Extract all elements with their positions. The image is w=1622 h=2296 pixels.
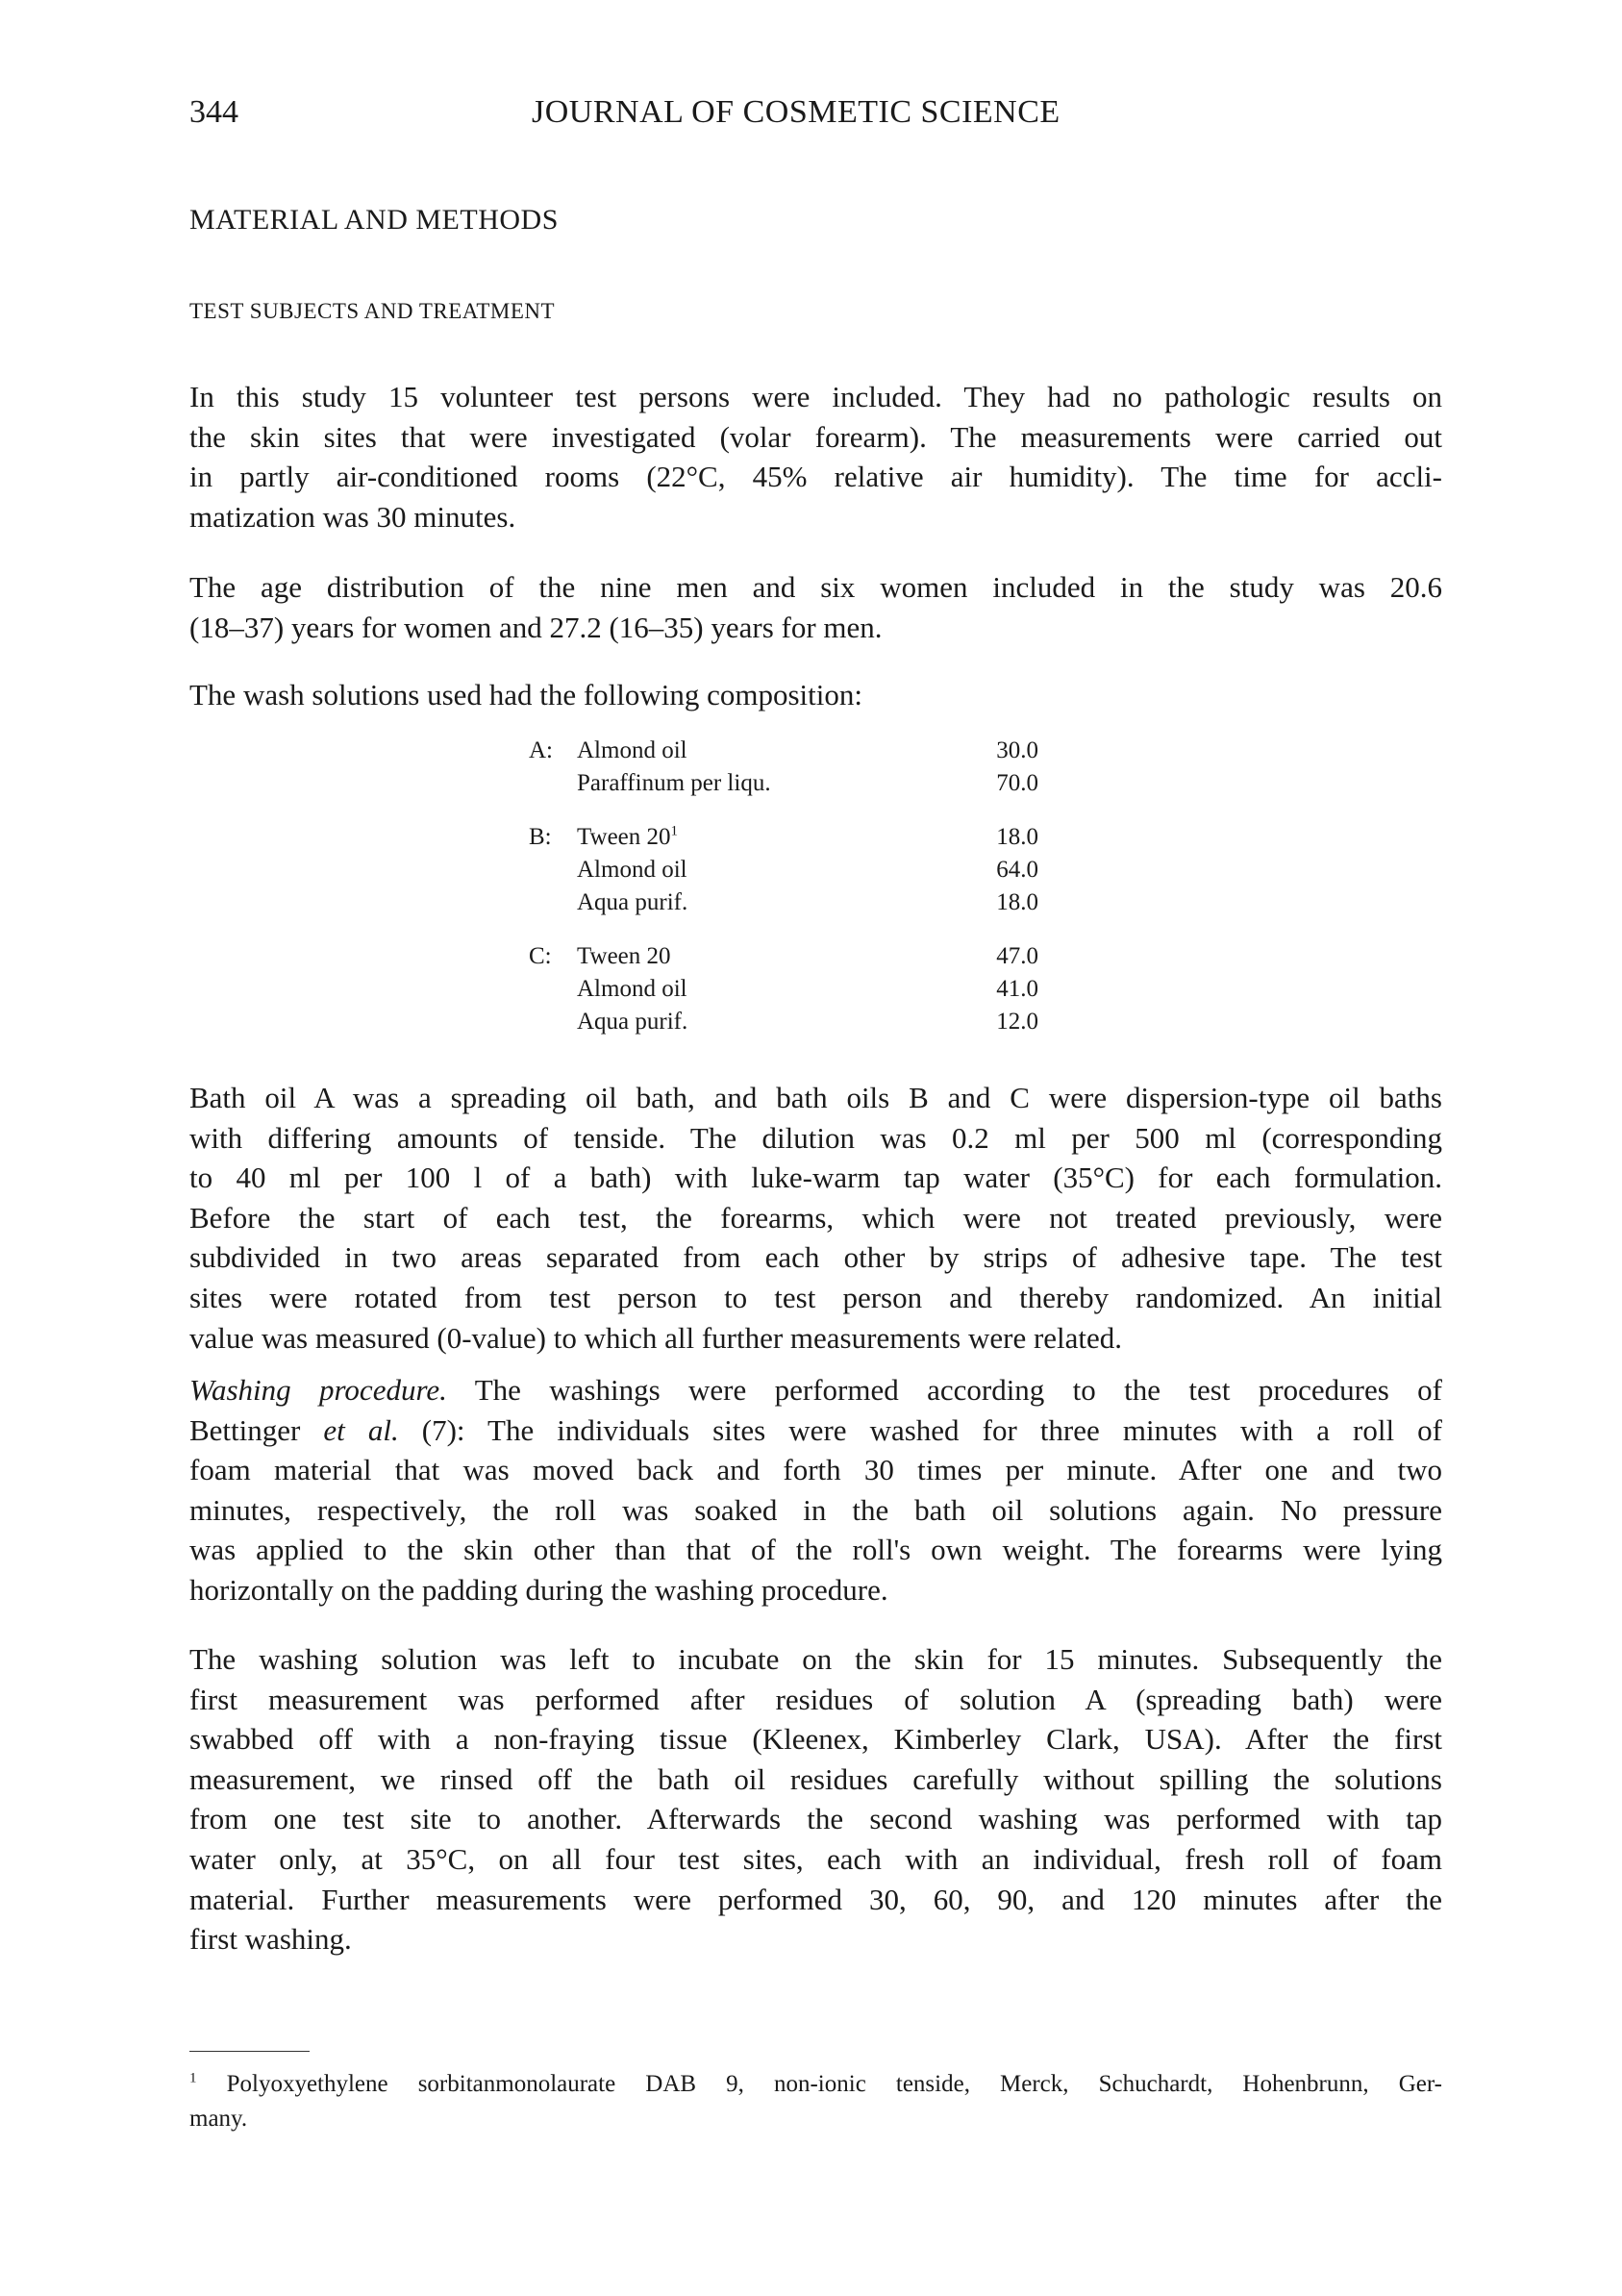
composition-row <box>529 821 1038 854</box>
text-line: water only, at 35°C, on all four test sites, each with an individual, fresh roll of foam <box>189 1841 1442 1876</box>
formulation-label: B: <box>529 824 552 850</box>
ingredient-text: Paraffinum per liqu. <box>577 770 771 796</box>
text-segment: Bettinger <box>189 1412 324 1447</box>
page-number: 344 <box>189 94 238 130</box>
ingredient-value: 18.0 <box>996 824 1038 850</box>
ingredient-value: 47.0 <box>996 943 1038 969</box>
text-line: subdivided in two areas separated from each other by strips of adhesive tape. The test <box>189 1240 1442 1275</box>
text-line: matization was 30 minutes. <box>189 499 516 534</box>
section-heading: MATERIAL AND METHODS <box>189 204 559 236</box>
composition-row <box>529 940 1038 973</box>
formulation-b <box>529 821 1038 919</box>
text-line: from one test site to another. Afterwards the second washing was performed with tap <box>189 1802 1442 1836</box>
footnote-divider <box>189 2051 310 2052</box>
text-line: first washing. <box>189 1922 352 1957</box>
text-line: swabbed off with a non-fraying tissue (Kleenex, Kimberley Clark, USA). After the first <box>189 1722 1442 1757</box>
composition-table <box>529 735 1038 1060</box>
composition-row <box>529 886 1038 919</box>
text-line: first measurement was performed after residues of solution A (spreading bath) were <box>189 1682 1442 1716</box>
text-line: the skin sites that were investigated (volar forearm). The measurements were carried out <box>189 419 1442 454</box>
ingredient-text: Tween 20 <box>577 824 671 850</box>
ingredient-name <box>577 854 687 886</box>
footnote-text: many. <box>189 2106 248 2132</box>
ingredient-text: Tween 20 <box>577 943 671 969</box>
ingredient-value: 64.0 <box>996 857 1038 883</box>
paragraph-age <box>189 567 1442 647</box>
ingredient-name <box>577 821 678 854</box>
ingredient-name <box>577 973 687 1006</box>
footnote-line <box>189 2067 1442 2102</box>
composition-row <box>529 1006 1038 1038</box>
text-line: horizontally on the padding during the washing procedure. <box>189 1572 888 1607</box>
text-line: value was measured (0-value) to which all further measurements were related. <box>189 1320 1123 1355</box>
text-line: minutes, respectively, the roll was soaked in the bath oil solutions again. No pressure <box>189 1492 1442 1527</box>
footnote-line <box>189 2102 1442 2136</box>
formulation-label: C: <box>529 943 552 969</box>
formulation-label: A: <box>529 737 553 763</box>
text-line: in partly air-conditioned rooms (22°C, 45% relative air humidity). The time for accli- <box>189 460 1442 494</box>
ingredient-value: 30.0 <box>996 737 1038 763</box>
text-line: The washing solution was left to incubate on the skin for 15 minutes. Subsequently the <box>189 1642 1442 1676</box>
composition-row <box>529 735 1038 767</box>
running-header: JOURNAL OF COSMETIC SCIENCE <box>532 94 1061 130</box>
text-segment: (7): The individuals sites were washed for three minutes with a roll of <box>398 1412 1442 1447</box>
paragraph-washing-procedure <box>189 1370 1442 1610</box>
ingredient-text: Almond oil <box>577 976 687 1002</box>
text-line: material. Further measurements were performed 30, 60, 90, and 120 minutes after the <box>189 1882 1442 1916</box>
ingredient-text: Almond oil <box>577 737 687 763</box>
italic-text: et al. <box>323 1412 399 1447</box>
footnote-marker: 1 <box>670 823 679 839</box>
text-line: In this study 15 volunteer test persons were included. They had no pathologic results on <box>189 380 1442 413</box>
ingredient-value: 12.0 <box>996 1009 1038 1035</box>
composition-row <box>529 767 1038 800</box>
text-segment: The washings were performed according to the test procedures of <box>446 1373 1442 1407</box>
ingredient-name <box>577 1006 687 1038</box>
text-line: Bath oil A was a spreading oil bath, and bath oils B and C were dispersion-type oil baths <box>189 1081 1442 1114</box>
footnote-text: Polyoxyethylene sorbitanmonolaurate DAB 9, non-ionic tenside, Merck, Schuchardt, Hohenbrunn, Ger- <box>226 2071 1443 2097</box>
subsection-heading: TEST SUBJECTS AND TREATMENT <box>189 299 556 323</box>
footnote <box>189 2067 1442 2136</box>
text-line: Before the start of each test, the forearms, which were not treated previously, were <box>189 1200 1442 1235</box>
paragraph-wash-intro <box>189 675 1442 715</box>
text-line: with differing amounts of tenside. The dilution was 0.2 ml per 500 ml (corresponding <box>189 1120 1442 1155</box>
paragraph-subjects <box>189 377 1442 537</box>
text-line: measurement, we rinsed off the bath oil residues carefully without spilling the solutions <box>189 1761 1442 1796</box>
text-line: foam material that was moved back and forth 30 times per minute. After one and two <box>189 1453 1442 1487</box>
formulation-a <box>529 735 1038 800</box>
paragraph-bath-oils <box>189 1078 1442 1358</box>
ingredient-value: 18.0 <box>996 889 1038 915</box>
ingredient-name <box>577 886 687 919</box>
text-line: The wash solutions used had the following composition: <box>189 678 863 711</box>
text-line: The age distribution of the nine men and six women included in the study was 20.6 <box>189 570 1442 604</box>
composition-row <box>529 973 1038 1006</box>
text-line <box>189 1410 1442 1451</box>
text-line: sites were rotated from test person to test person and thereby randomized. An initial <box>189 1280 1442 1314</box>
ingredient-name <box>577 940 671 973</box>
text-line <box>189 1370 1442 1410</box>
text-line: (18–37) years for women and 27.2 (16–35) years for men. <box>189 610 883 644</box>
paragraph-incubation <box>189 1639 1442 1959</box>
composition-row <box>529 854 1038 886</box>
italic-text: Washing procedure. <box>189 1373 447 1407</box>
ingredient-value: 70.0 <box>996 770 1038 796</box>
ingredient-name <box>577 735 687 767</box>
formulation-c <box>529 940 1038 1038</box>
text-line: was applied to the skin other than that of the roll's own weight. The forearms were lying <box>189 1533 1442 1567</box>
ingredient-text: Almond oil <box>577 857 687 883</box>
ingredient-text: Aqua purif. <box>577 889 688 915</box>
ingredient-text: Aqua purif. <box>577 1009 688 1035</box>
ingredient-value: 41.0 <box>996 976 1038 1002</box>
text-line: to 40 ml per 100 l of a bath) with luke-warm tap water (35°C) for each formulation. <box>189 1160 1442 1195</box>
ingredient-name <box>577 767 771 800</box>
footnote-marker: 1 <box>189 2070 197 2086</box>
